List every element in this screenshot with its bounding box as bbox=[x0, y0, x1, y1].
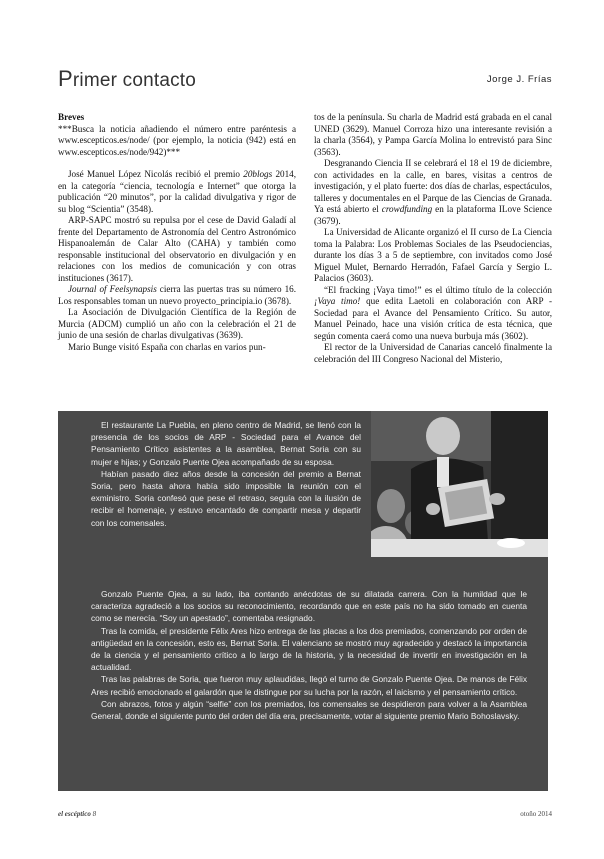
news-item: tos de la península. Su charla de Madrid está grabada en el canal UNED (3629). Manuel Corroza hizo una interesante revisión a la charla (3564), y Pampa García Molina lo entrevistó para Sinc (3563). bbox=[314, 112, 552, 157]
publication-name: el escéptico bbox=[58, 810, 91, 818]
box-paragraph: Con abrazos, fotos y algún “selfie” con los premiados, los comensales se despidieron para volver a la Asamblea General, donde el siguiente punto del orden del día era, precisamente, votar al siguiente premio Mario Bohoslavsky. bbox=[91, 698, 527, 722]
event-report-box bbox=[58, 411, 548, 791]
footer-publication bbox=[58, 810, 96, 818]
section-title-rest: rimer contacto bbox=[72, 70, 197, 91]
box-paragraph: Habían pasado diez años desde la concesión del premio a Bernat Soria, pero hasta ahora había sido imposible la reunión con el exministro. Soria confesó que pese el retraso, seguía con la ilusión de recibir el homenaje, y estuvo encantado de compartir mesa y departir con los comensales. bbox=[91, 468, 361, 528]
news-item: Journal of Feelsynapsis cierra las puertas tras su número 16. Los responsables toman un nuevo proyecto_principia.io (3678). bbox=[58, 284, 296, 306]
news-item: ARP-SAPC mostró su repulsa por el cese de David Galadí al frente del Departamento de Astronomía del Centro Astronómico Hispanoalemán de Calar Alto (CAHA) y también como responsable institucional del observatorio en divulgación y en relaciones con los medios de comunicación y con otras instituciones (3617). bbox=[58, 215, 296, 283]
news-item: El rector de la Universidad de Canarias canceló finalmente la celebración del III Congreso Nacional del Misterio, bbox=[314, 342, 552, 364]
page-footer bbox=[58, 810, 552, 824]
page-number: 8 bbox=[92, 810, 97, 818]
award-ceremony-photo bbox=[371, 411, 548, 557]
box-paragraph: El restaurante La Puebla, en pleno centro de Madrid, se llenó con la presencia de los socios de ARP - Sociedad para el Avance del Pensamiento Crítico asistentes a la asamblea, Bernat Soria con su mujer e hijas; y Gonzalo Puente Ojea acompañado de su esposa. bbox=[91, 420, 361, 467]
box-text-bottom bbox=[91, 588, 527, 722]
box-paragraph: Gonzalo Puente Ojea, a su lado, iba contando anécdotas de su dilatada carrera. Con la humildad que le caracteriza agradeció a los socios su reconocimiento, recordando que en este país no ha sido tomado en cuenta como se merecía. “Soy un apestado”, comentaba resignado. bbox=[91, 589, 527, 624]
news-item: “El fracking ¡Vaya timo!” es el último título de la colección ¡Vaya timo! que edita Laetoli en colaboración con ARP - Sociedad para el Avance del Pensamiento Crítico. Su autor, Manuel Peinado, hace una visión crítica de esta técnica, que según comenta caerá como una nueva burbuja más (3602). bbox=[314, 284, 552, 341]
breves-heading: Breves bbox=[58, 112, 85, 122]
page-header bbox=[58, 66, 552, 96]
author-name: Jorge J. Frías bbox=[486, 74, 552, 85]
news-item: La Asociación de Divulgación Científica de la Región de Murcia (ADCM) cumplió un año con la celebración el 21 de junio de una sesión de charlas divulgativas (3639). bbox=[58, 307, 296, 340]
section-title bbox=[58, 66, 196, 92]
left-column bbox=[58, 112, 296, 353]
news-item: Mario Bunge visitó España con charlas en varios pun- bbox=[68, 341, 266, 352]
news-item: Desgranando Ciencia II se celebrará el 18 el 19 de diciembre, con actividades en la calle, en bares, visitas a centros de investigación, y el plato fuerte: dos días de charlas, espectáculos, talleres y documentales en el Parque de las Ciencias de Granada. Ya está abierto el crowdfunding en la plataforma ILove Science (3679). bbox=[314, 158, 552, 226]
section-title-initial: P bbox=[58, 66, 73, 91]
breves-instructions: ***Busca la noticia añadiendo el número entre paréntesis a www.escepticos.es/node/ (por ejemplo, la noticia (942) está en www.escepticos.es/node/942)*** bbox=[58, 123, 296, 157]
box-paragraph: Tras las palabras de Soria, que fueron muy aplaudidas, llegó el turno de Gonzalo Puente Ojea. De manos de Félix Ares recibió emocionado el galardón que le distingue por su lucha por la razón, el laicismo y el pensamiento crítico. bbox=[91, 674, 527, 697]
issue-date: otoño 2014 bbox=[520, 810, 552, 818]
right-column bbox=[314, 112, 552, 365]
news-item: José Manuel López Nicolás recibió el premio 20blogs 2014, en la categoría “ciencia, tecnología e Internet” que otorga la publicación “20 minutos”, por la calidad divulgativa y rigor de su blog “Scientia” (3548). bbox=[58, 169, 297, 214]
box-text-top bbox=[91, 419, 361, 529]
box-paragraph: Tras la comida, el presidente Félix Ares hizo entrega de las placas a los dos premiados, comenzando por orden de antigüedad en la concesión, esto es, Bernat Soria. El valenciano se mostró muy agradecido y destacó la importancia de la ciencia y el pensamiento crítico a lo largo de la historia, y la necesidad de invertir en investigación en la actualidad. bbox=[91, 625, 527, 673]
news-item: La Universidad de Alicante organizó el II curso de La Ciencia toma la Palabra: Los Problemas Sociales de las Pseudociencias, durante los días 3 a 5 de septiembre, con invitados como José Miguel Mulet, Bernardo Herradón, Fafael García y Sergio L. Palacios (3603). bbox=[314, 227, 552, 283]
